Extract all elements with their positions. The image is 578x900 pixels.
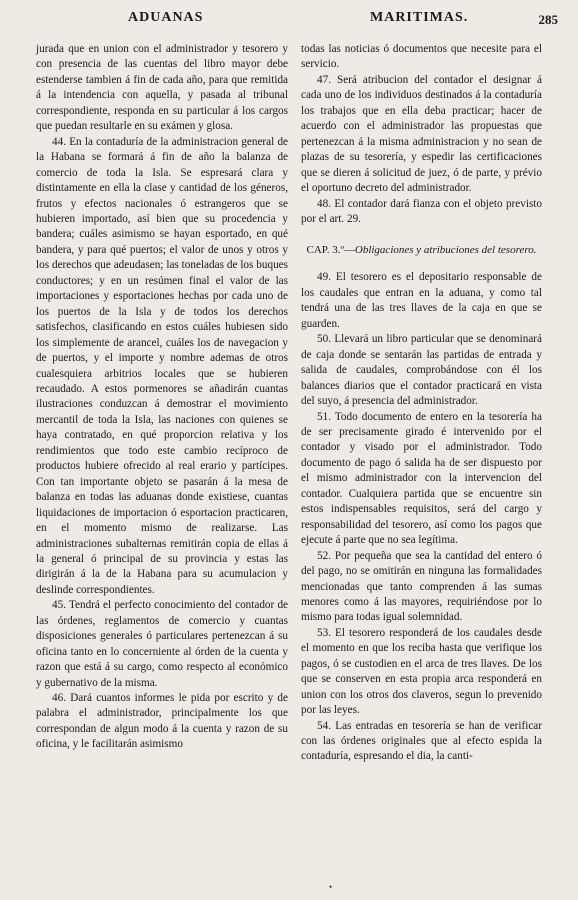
article-53: 53. El tesorero responderá de los caudales desde el momento en que los reciba hasta que verifique los pagos, ó se custodien en el arca de tres llaves. De los que se conserven en esta propia arca responderá en union con los otros dos claveros, segun lo prevenido por las leyes. [301, 626, 542, 717]
article-45: 45. Tendrá el perfecto conocimiento del contador de las órdenes, reglamentos de comercio y cuantas disposiciones generales ó particulares pertenezcan á su oficina tanto en lo concerniente al órden de la cuenta y razon que está á su cargo, como respecto al económico y gubernativo de la misma. [36, 599, 288, 689]
article-46: 46. Dará cuantos informes le pida por escrito y de palabra el administrador, principalmente los que correspondan de algun modo á la cuenta y razon de su oficina, y le facilitarán asimismo [36, 692, 288, 751]
article-44: 44. En la contaduría de la administracion general de la Habana se formará á fin de año la balanza de comercio de toda la Isla. Se espresará clara y distintamente en ella la clase y cantidad de los géneros, frutos y efectos nacionales ó estrangeros que se hubieren importado, así bien que su procedencia y bandera; cuáles asimismo se hayan esportado, en qué bandera, y para qué puertos; el valor de unos y otros y los derechos que adeudasen; las toneladas de los buques conductores; y en un resúmen final el valor de las importaciones y esportaciones hechas por cada uno de los puertos de la Isla y de todos los derechos satisfechos, clasificando en estos cuáles hubiesen sido los simplemente de arancel, cuáles los de navegacion y de puertos, y el importe y nombre ademas de otros cualesquiera arbitrios locales que se hubieren recaudado. A estos pormenores se añadirán cuantas ilustraciones conduzcan á demostrar el movimiento mercantil de toda la Isla, las naciones con quienes se haya contratado, en qué proporcion relativa y los rendimientos que todo este cambio recíproco de productos hubiere ofrecido al real erario y partícipes. Con tan importante objeto se pasarán á la mesa de balanza en todas las aduanas donde existiese, cuantas liquidaciones de importacion ó esportacion practicaren, en el momento mismo de realizarse. Las administraciones subalternas remitirán copia de ellas á la general ó principal de su provincia y estas las dirigirán á la de la Habana para su acumulacion y deslinde correspondientes. [36, 135, 288, 596]
article-51: 51. Todo documento de entero en la tesorería ha de ser precisamente girado é intervenido por el contador y visado por el administrador. Todo documento de pago ó salida ha de ser dispuesto por el mismo administrador con la intervencion del contador. Cualquiera partida que se encuentre sin estos indispensables requisitos, será del cargo y responsabilidad del tesorero, así como los pagos que ejecute á parte que no sea legítima. [301, 410, 542, 547]
article-54: 54. Las entradas en tesorería se han de verificar con las órdenes originales que al efecto espida la contaduría, espresando el dia, la canti- [301, 719, 542, 763]
right-column [301, 42, 542, 765]
article-47: 47. Será atribucion del contador el designar á cada uno de los individuos destinados á la contaduría los trabajos que en ella deba practicar; hacer de acuerdo con el administrador las propuestas que pertenezcan á la misma administracion y no sean de plazas de su tesorería, y espedir las certificaciones que se dieren á solicitud de juez, ó de parte, y prévio el oportuno decreto del administrador. [301, 73, 542, 195]
running-header-left: ADUANAS [128, 10, 204, 25]
article-48: 48. El contador dará fianza con el objeto previsto por el art. 29. [301, 197, 542, 225]
paragraph-continuation: jurada que en union con el administrador y tesorero y con presencia de las cuentas del libro mayor debe estenderse tambien á fin de cada año, para que remitida á la intendencia con aquella, y pasada al tribunal correspondiente, responda en su particular á los cargos que puedan resultarle en su exámen y glosa. [36, 43, 288, 133]
running-header-right: MARITIMAS. [370, 10, 469, 25]
left-column [36, 42, 288, 753]
chapter-title: Obligaciones y atribuciones del tesorero. [354, 244, 537, 257]
footer-mark: • [329, 882, 333, 892]
paragraph-continuation-right: todas las noticias ó documentos que necesite para el servicio. [301, 43, 542, 71]
article-52: 52. Por pequeña que sea la cantidad del entero ó del pago, no se omitirán en ninguna las formalidades mencionadas que tanto comprenden á las sumas menores como á las mayores, requiriéndose por lo mismo para todas igual solemnidad. [301, 549, 542, 624]
article-50: 50. Llevará un libro particular que se denominará de caja donde se sentarán las partidas de entrada y salida de caudales, comprobándose con él los balances diarios que el contador practicará en vista del suyo, á presencia del administrador. [301, 333, 542, 408]
page-number: 285 [538, 12, 558, 27]
chapter-label: CAP. 3.º— [306, 244, 355, 257]
chapter-heading [301, 243, 542, 258]
article-49: 49. El tesorero es el depositario responsable de los caudales que entran en la aduana, y como tal tendrá una de las tres llaves de la caja en que se guarden. [301, 271, 542, 330]
